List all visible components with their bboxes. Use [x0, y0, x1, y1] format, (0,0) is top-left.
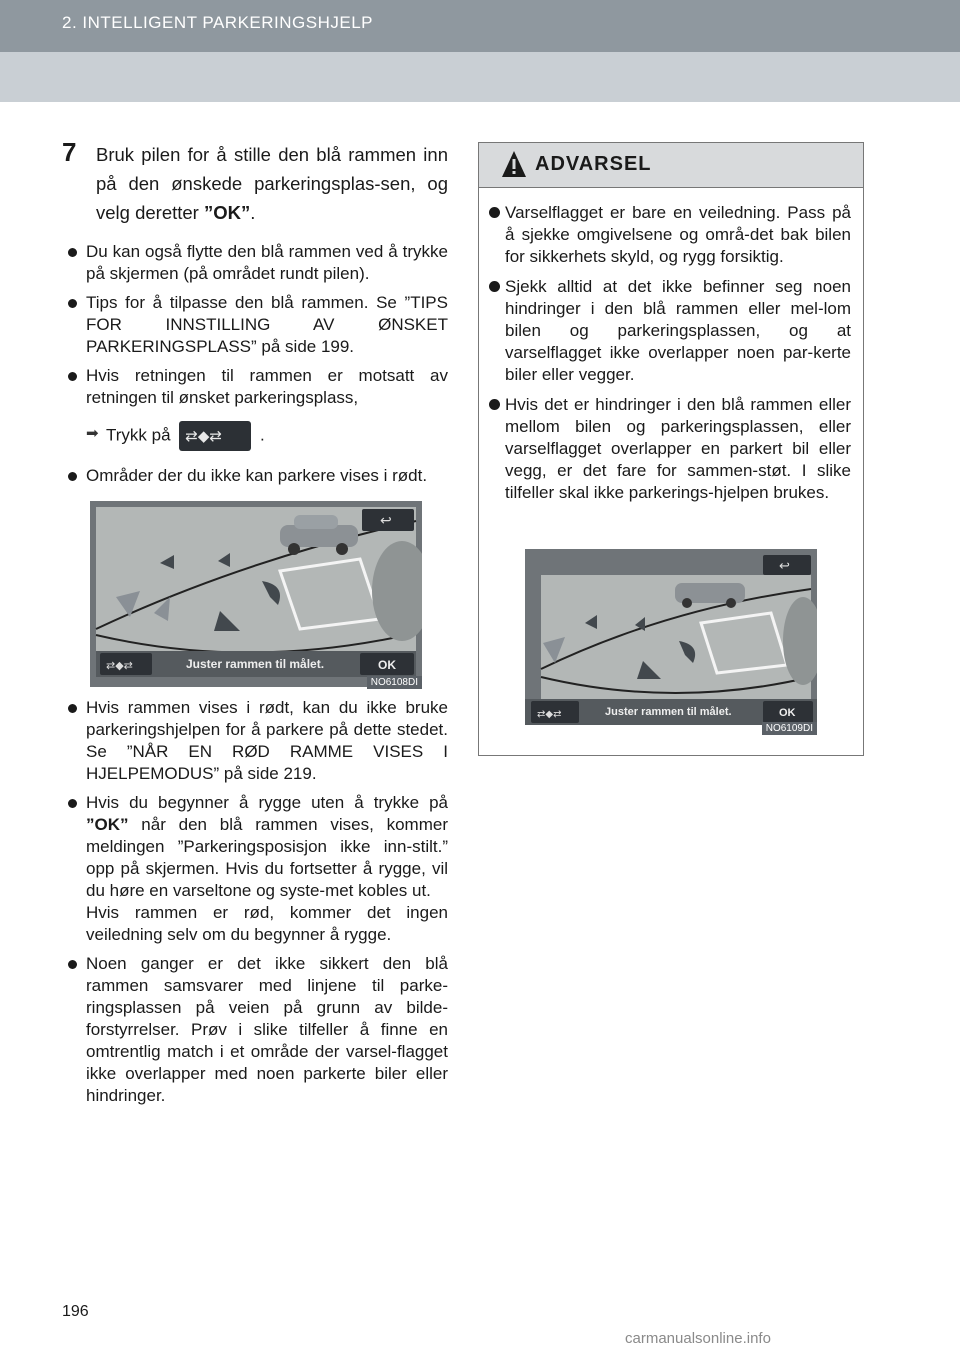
- bullet-reverse: [62, 792, 448, 946]
- sub-prefix: Trykk på: [106, 425, 171, 445]
- bullet-move-frame: Du kan også flytte den blå rammen ved å trykke på skjermen (på området rundt pilen).: [62, 241, 448, 285]
- warning-list: [479, 188, 863, 504]
- bullet-reverse-b: når den blå rammen vises, kommer meldingen ”Parkeringsposisjon ikke inn-stilt.” opp på skjermen. Hvis du fortsetter å rygge, vil du høre en varseltone og syste-met kobles ut.: [86, 815, 448, 900]
- figure1-id: NO6108DI: [367, 676, 422, 689]
- warning-item-1: Varselflagget er bare en veiledning. Pass på å sjekke omgivelsene og områ-det bak bilen for sikkerhets skyld, og rygg forsiktig.: [491, 202, 851, 268]
- svg-text:⇄◆⇄: ⇄◆⇄: [537, 709, 562, 720]
- bullet-red-areas: Områder der du ikke kan parkere vises i rødt.: [62, 465, 448, 487]
- figure2-caption: Juster rammen til målet.: [605, 706, 732, 718]
- bullet-reverse-c: Hvis rammen er rød, kommer det ingen veiledning selv om du begynner å rygge.: [86, 903, 448, 944]
- figure2-id: NO6109DI: [762, 722, 817, 735]
- step-7: [62, 137, 448, 227]
- step-ok: ”OK”: [203, 202, 251, 223]
- bullet-tips: Tips for å tilpasse den blå rammen. Se ”TIPS FOR INNSTILLING AV ØNSKET PARKERINGSPLASS” på side 199.: [62, 292, 448, 358]
- bullet-interference: Noen ganger er det ikke sikkert den blå rammen samsvarer med linjene til parke-ringsplassen på veien på grunn av bilde-forstyrrelser. Prøv i slike tilfeller å finne en omtrentlig match i et område der varsel-flagget ikke overlapper med noen parkerte biler eller hindringer.: [62, 953, 448, 1107]
- figure2-ok-button: OK: [779, 707, 796, 719]
- svg-text:⇄◆⇄: ⇄◆⇄: [106, 659, 133, 672]
- sub-suffix: .: [260, 425, 265, 445]
- step-end: .: [250, 202, 256, 223]
- swap-direction-button[interactable]: [179, 421, 251, 451]
- warning-item-2: Sjekk alltid at det ikke befinner seg noen hindringer i den blå rammen eller mel-lom bilen og parkeringsplassen, og at varselflagget ikke overlapper noen par-kerte biler eller vegger.: [491, 276, 851, 386]
- section-title: 2. INTELLIGENT PARKERINGSHJELP: [62, 13, 374, 32]
- warning-title: ADVARSEL: [535, 153, 652, 175]
- left-column: [62, 137, 448, 1114]
- bullet-reverse-ok: ”OK”: [86, 815, 129, 834]
- sub-instruction: [62, 421, 448, 451]
- page-number: 196: [62, 1303, 89, 1320]
- figure1-ok-button: OK: [378, 658, 396, 672]
- screen-figure-2: [525, 549, 817, 735]
- warning-header: [479, 143, 863, 188]
- swap-direction-icon: ⇄◆⇄: [185, 427, 222, 445]
- arrow-icon: ➡: [86, 425, 99, 442]
- step-text: [96, 140, 448, 227]
- bullet-reverse-a: Hvis du begynner å rygge uten å trykke på: [86, 793, 448, 812]
- warning-triangle-icon: [501, 149, 527, 179]
- warning-box: [478, 142, 864, 756]
- figure1-caption: Juster rammen til målet.: [186, 657, 325, 671]
- step-body: Bruk pilen for å stille den blå rammen inn på den ønskede parkeringsplas-sen, og velg deretter: [96, 144, 448, 223]
- step-number: 7: [62, 137, 77, 167]
- bullet-direction: Hvis retningen til rammen er motsatt av retningen til ønsket parkeringsplass,: [62, 365, 448, 409]
- screen-figure-1: [90, 501, 422, 687]
- watermark: carmanualsonline.info: [625, 1330, 771, 1347]
- bullet-red-frame: Hvis rammen vises i rødt, kan du ikke bruke parkeringshjelpen for å parkere på dette stedet. Se ”NÅR EN RØD RAMME VISES I HJELPEMODUS” på side 219.: [62, 697, 448, 785]
- svg-text:↩: ↩: [380, 513, 392, 529]
- warning-item-3: Hvis det er hindringer i den blå rammen eller mellom bilen og parkeringsplassen, eller varselflagget overlapper en parkert bil eller vegg, er det fare for sammen-støt. I slike tilfeller skal ikke parkerings-hjelpen brukes.: [491, 394, 851, 504]
- svg-text:↩: ↩: [779, 559, 790, 574]
